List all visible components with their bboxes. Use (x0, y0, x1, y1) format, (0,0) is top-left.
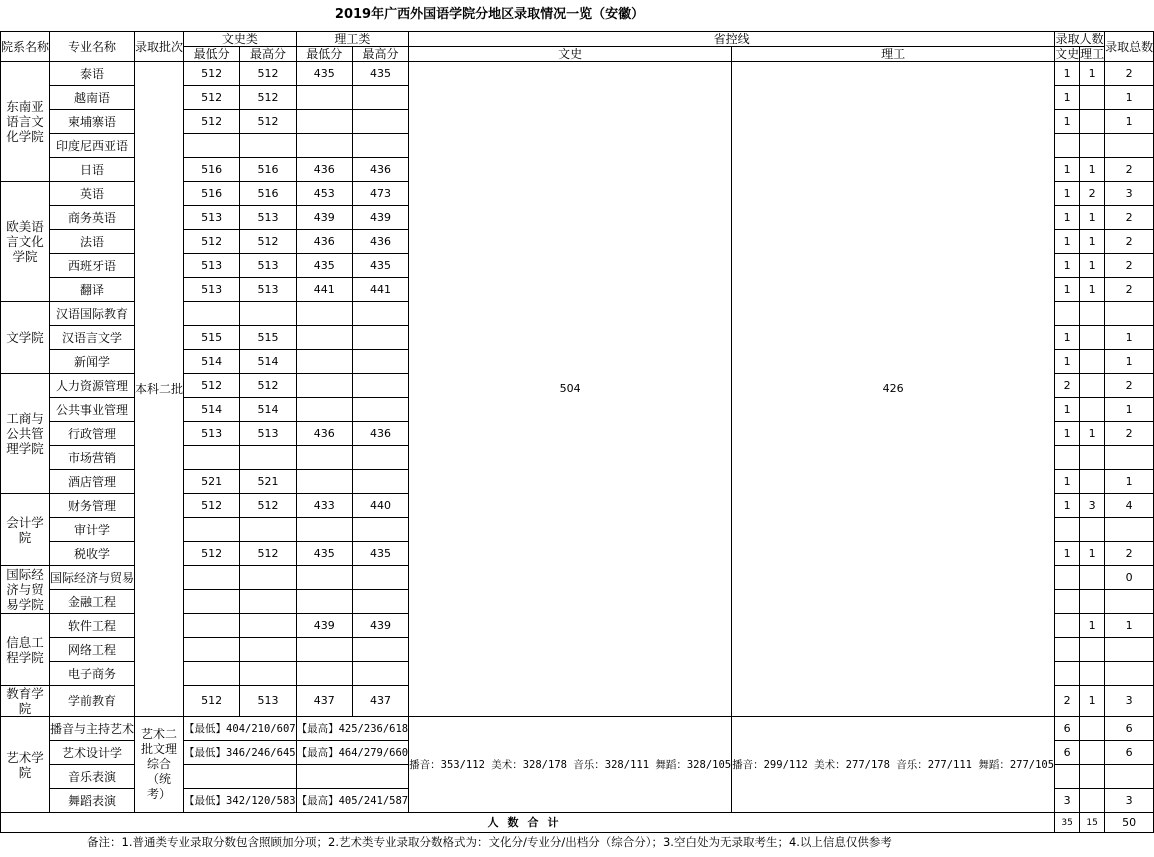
admit-li: 2 (1080, 182, 1105, 206)
wenshi-max: 512 (240, 542, 296, 566)
header-admit-li: 理工 (1080, 47, 1105, 61)
total-wen: 35 (1055, 813, 1080, 833)
major-name: 翻译 (50, 278, 135, 302)
wenshi-min: 513 (184, 422, 240, 446)
ligong-max: 437 (352, 686, 408, 717)
wenshi-max (240, 518, 296, 542)
wenshi-max: 512 (240, 374, 296, 398)
admit-li (1080, 86, 1105, 110)
admit-li (1080, 765, 1105, 789)
header-dept: 院系名称 (1, 32, 50, 62)
wenshi-min: 512 (184, 542, 240, 566)
admit-li (1080, 350, 1105, 374)
ligong-min (296, 590, 352, 614)
admit-total: 1 (1105, 614, 1154, 638)
table-row (1, 62, 1154, 86)
art-ligong-score (296, 765, 409, 789)
art-wenshi-score (184, 765, 297, 789)
header-ligong-min: 最低分 (296, 47, 352, 62)
admit-total: 1 (1105, 350, 1154, 374)
dept-name: 艺术学院 (1, 717, 50, 813)
major-name: 金融工程 (50, 590, 135, 614)
ligong-max: 439 (352, 614, 408, 638)
ligong-max (352, 350, 408, 374)
dept-name: 文学院 (1, 302, 50, 374)
major-name: 软件工程 (50, 614, 135, 638)
admit-li: 1 (1080, 62, 1105, 86)
header-wenshi-max: 最高分 (240, 47, 296, 62)
ligong-max (352, 566, 408, 590)
ligong-max: 436 (352, 158, 408, 182)
admit-wen (1055, 302, 1080, 326)
major-name: 新闻学 (50, 350, 135, 374)
admit-wen: 3 (1055, 789, 1080, 813)
admit-total: 4 (1105, 494, 1154, 518)
major-name: 英语 (50, 182, 135, 206)
major-name: 行政管理 (50, 422, 135, 446)
ligong-max (352, 518, 408, 542)
ligong-min (296, 326, 352, 350)
admit-li: 1 (1080, 254, 1105, 278)
wenshi-max: 512 (240, 62, 296, 86)
major-name: 汉语国际教育 (50, 302, 135, 326)
admit-li (1080, 134, 1105, 158)
ligong-max: 436 (352, 422, 408, 446)
major-name: 日语 (50, 158, 135, 182)
admit-wen: 6 (1055, 741, 1080, 765)
wenshi-max: 512 (240, 110, 296, 134)
ligong-min: 435 (296, 62, 352, 86)
admit-li (1080, 566, 1105, 590)
dept-name: 工商与公共管理学院 (1, 374, 50, 494)
admit-li (1080, 518, 1105, 542)
admit-total: 2 (1105, 62, 1154, 86)
admit-total: 1 (1105, 398, 1154, 422)
admit-wen (1055, 614, 1080, 638)
wenshi-max: 514 (240, 398, 296, 422)
major-name: 公共事业管理 (50, 398, 135, 422)
table-row (1, 717, 1154, 741)
header-major: 专业名称 (50, 32, 135, 62)
admit-wen: 1 (1055, 86, 1080, 110)
major-name: 商务英语 (50, 206, 135, 230)
header-batch: 录取批次 (135, 32, 184, 62)
page-title: 2019年广西外国语学院分地区录取情况一览（安徽） (334, 7, 645, 22)
ligong-min: 436 (296, 158, 352, 182)
admit-wen: 2 (1055, 374, 1080, 398)
admit-wen: 1 (1055, 398, 1080, 422)
wenshi-min: 514 (184, 398, 240, 422)
admit-wen: 1 (1055, 326, 1080, 350)
wenshi-min (184, 446, 240, 470)
major-name: 网络工程 (50, 638, 135, 662)
dept-name: 教育学院 (1, 686, 50, 717)
ligong-max: 436 (352, 230, 408, 254)
admit-li (1080, 374, 1105, 398)
header-wenshi: 文史类 (184, 32, 297, 47)
art-batch-cell: 艺术二批文理综合（统考） (135, 717, 184, 813)
admit-li (1080, 662, 1105, 686)
admit-total: 6 (1105, 717, 1154, 741)
admit-wen (1055, 662, 1080, 686)
ligong-max (352, 326, 408, 350)
wenshi-max (240, 566, 296, 590)
wenshi-min: 512 (184, 686, 240, 717)
major-name: 汉语言文学 (50, 326, 135, 350)
major-name: 法语 (50, 230, 135, 254)
footnote: 备注：1.普通类专业录取分数包含照顾加分项；2.艺术类专业录取分数格式为：文化分/专业分/出档分（综合分）；3.空白处为无录取考生；4.以上信息仅供参考 (87, 835, 892, 849)
admit-wen (1055, 765, 1080, 789)
admit-total: 1 (1105, 110, 1154, 134)
wenshi-min (184, 662, 240, 686)
major-name: 艺术设计学 (50, 741, 135, 765)
header-admit-count: 录取人数 (1055, 32, 1104, 46)
admit-li (1080, 398, 1105, 422)
ligong-min: 453 (296, 182, 352, 206)
art-wenshi-score: 【最低】346/246/645 (184, 741, 297, 765)
ligong-max (352, 86, 408, 110)
wenshi-min: 512 (184, 230, 240, 254)
wenshi-min: 514 (184, 350, 240, 374)
ligong-min (296, 398, 352, 422)
ligong-max: 440 (352, 494, 408, 518)
admit-li (1080, 110, 1105, 134)
admit-total: 2 (1105, 158, 1154, 182)
major-name: 酒店管理 (50, 470, 135, 494)
ligong-max (352, 638, 408, 662)
wenshi-min: 513 (184, 206, 240, 230)
major-name: 国际经济与贸易 (50, 566, 135, 590)
ligong-max (352, 134, 408, 158)
wenshi-max: 516 (240, 182, 296, 206)
wenshi-max: 513 (240, 254, 296, 278)
wenshi-max: 516 (240, 158, 296, 182)
ligong-max (352, 662, 408, 686)
table-body (1, 62, 1154, 833)
major-name: 人力资源管理 (50, 374, 135, 398)
art-control-li: 播音：299/112 美术：277/178 音乐：277/111 舞蹈：277/105 (732, 717, 1055, 813)
admit-wen (1055, 446, 1080, 470)
wenshi-min (184, 518, 240, 542)
admit-li (1080, 470, 1105, 494)
admit-wen: 1 (1055, 230, 1080, 254)
wenshi-min (184, 302, 240, 326)
admit-total (1105, 518, 1154, 542)
admit-li (1080, 789, 1105, 813)
admit-li (1080, 717, 1105, 741)
major-name: 税收学 (50, 542, 135, 566)
wenshi-max (240, 446, 296, 470)
header-ligong: 理工类 (296, 32, 409, 47)
wenshi-max: 512 (240, 86, 296, 110)
ligong-max (352, 110, 408, 134)
admit-wen: 1 (1055, 182, 1080, 206)
admit-li (1080, 741, 1105, 765)
admission-table (0, 31, 1154, 833)
major-name: 舞蹈表演 (50, 789, 135, 813)
admit-wen: 2 (1055, 686, 1080, 717)
wenshi-min (184, 134, 240, 158)
dept-name: 信息工程学院 (1, 614, 50, 686)
admit-wen (1055, 134, 1080, 158)
wenshi-max: 521 (240, 470, 296, 494)
ligong-max: 435 (352, 542, 408, 566)
admit-wen (1055, 566, 1080, 590)
ligong-min: 435 (296, 542, 352, 566)
ligong-min: 436 (296, 230, 352, 254)
ligong-min (296, 302, 352, 326)
header-ligong-max: 最高分 (352, 47, 408, 62)
admit-total (1105, 638, 1154, 662)
admit-li: 3 (1080, 494, 1105, 518)
admit-wen: 1 (1055, 254, 1080, 278)
ligong-max (352, 374, 408, 398)
ligong-min (296, 638, 352, 662)
wenshi-min (184, 638, 240, 662)
art-wenshi-score: 【最低】404/210/607 (184, 717, 297, 741)
ligong-min: 441 (296, 278, 352, 302)
total-all: 50 (1105, 813, 1154, 833)
header-admit-wen: 文史 (1055, 47, 1080, 61)
batch-cell: 本科二批 (135, 62, 184, 717)
wenshi-min: 512 (184, 494, 240, 518)
admit-total (1105, 765, 1154, 789)
admit-wen: 1 (1055, 158, 1080, 182)
admit-total: 2 (1105, 230, 1154, 254)
admit-wen: 1 (1055, 278, 1080, 302)
major-name: 越南语 (50, 86, 135, 110)
header-wenshi-min: 最低分 (184, 47, 240, 62)
wenshi-min: 512 (184, 62, 240, 86)
ligong-max (352, 590, 408, 614)
art-ligong-score: 【最高】464/279/660 (296, 741, 409, 765)
ligong-min (296, 374, 352, 398)
admit-total: 2 (1105, 422, 1154, 446)
major-name: 印度尼西亚语 (50, 134, 135, 158)
ligong-min: 436 (296, 422, 352, 446)
admit-total: 3 (1105, 789, 1154, 813)
admit-wen (1055, 638, 1080, 662)
admit-wen: 6 (1055, 717, 1080, 741)
admit-total (1105, 590, 1154, 614)
wenshi-min: 513 (184, 254, 240, 278)
admit-wen: 1 (1055, 422, 1080, 446)
dept-name: 会计学院 (1, 494, 50, 566)
wenshi-max (240, 638, 296, 662)
ligong-min (296, 662, 352, 686)
ligong-min (296, 350, 352, 374)
wenshi-min (184, 590, 240, 614)
art-ligong-score: 【最高】405/241/587 (296, 789, 409, 813)
admit-wen: 1 (1055, 470, 1080, 494)
wenshi-min (184, 566, 240, 590)
admit-total (1105, 662, 1154, 686)
admit-wen (1055, 518, 1080, 542)
wenshi-min (184, 614, 240, 638)
wenshi-max: 513 (240, 278, 296, 302)
admit-total (1105, 134, 1154, 158)
wenshi-max: 513 (240, 422, 296, 446)
wenshi-max (240, 614, 296, 638)
admit-li (1080, 326, 1105, 350)
admit-li (1080, 302, 1105, 326)
ligong-min: 433 (296, 494, 352, 518)
wenshi-min: 513 (184, 278, 240, 302)
ligong-min (296, 446, 352, 470)
admit-wen: 1 (1055, 110, 1080, 134)
admit-total: 3 (1105, 182, 1154, 206)
totals-label: 人数合计 (1, 813, 1055, 833)
ligong-min: 439 (296, 206, 352, 230)
admit-wen: 1 (1055, 62, 1080, 86)
admit-li: 1 (1080, 230, 1105, 254)
art-wenshi-score: 【最低】342/120/583 (184, 789, 297, 813)
admit-li: 1 (1080, 206, 1105, 230)
header-control-li: 理工 (732, 47, 1055, 62)
admit-total: 2 (1105, 374, 1154, 398)
admit-total: 2 (1105, 542, 1154, 566)
wenshi-max: 512 (240, 494, 296, 518)
major-name: 柬埔寨语 (50, 110, 135, 134)
major-name: 学前教育 (50, 686, 135, 717)
admit-total: 1 (1105, 86, 1154, 110)
wenshi-min: 516 (184, 158, 240, 182)
admit-li (1080, 638, 1105, 662)
major-name: 播音与主持艺术 (50, 717, 135, 741)
ligong-min (296, 134, 352, 158)
admit-total: 0 (1105, 566, 1154, 590)
admit-total: 1 (1105, 470, 1154, 494)
major-name: 财务管理 (50, 494, 135, 518)
wenshi-min: 516 (184, 182, 240, 206)
control-line-wen: 504 (409, 62, 732, 717)
admit-wen: 1 (1055, 206, 1080, 230)
ligong-min: 439 (296, 614, 352, 638)
wenshi-max: 514 (240, 350, 296, 374)
wenshi-max: 513 (240, 206, 296, 230)
admit-li: 1 (1080, 422, 1105, 446)
ligong-min (296, 470, 352, 494)
wenshi-min: 512 (184, 86, 240, 110)
admit-li: 1 (1080, 278, 1105, 302)
major-name: 电子商务 (50, 662, 135, 686)
ligong-min (296, 566, 352, 590)
admit-total (1105, 302, 1154, 326)
control-line-li: 426 (732, 62, 1055, 717)
ligong-max: 439 (352, 206, 408, 230)
wenshi-min: 512 (184, 374, 240, 398)
dept-name: 国际经济与贸易学院 (1, 566, 50, 614)
wenshi-max: 513 (240, 686, 296, 717)
admit-total: 2 (1105, 254, 1154, 278)
wenshi-max (240, 134, 296, 158)
major-name: 西班牙语 (50, 254, 135, 278)
admit-total: 1 (1105, 326, 1154, 350)
ligong-min (296, 110, 352, 134)
admit-wen (1055, 590, 1080, 614)
admit-total: 6 (1105, 741, 1154, 765)
wenshi-min: 515 (184, 326, 240, 350)
major-name: 泰语 (50, 62, 135, 86)
admit-li: 1 (1080, 686, 1105, 717)
admit-total: 2 (1105, 206, 1154, 230)
major-name: 市场营销 (50, 446, 135, 470)
admit-total: 2 (1105, 278, 1154, 302)
wenshi-max (240, 590, 296, 614)
wenshi-max: 512 (240, 230, 296, 254)
wenshi-max: 515 (240, 326, 296, 350)
ligong-max: 435 (352, 254, 408, 278)
admit-li: 1 (1080, 542, 1105, 566)
admit-li: 1 (1080, 614, 1105, 638)
ligong-min: 437 (296, 686, 352, 717)
wenshi-min: 521 (184, 470, 240, 494)
admit-wen: 1 (1055, 350, 1080, 374)
admit-total: 3 (1105, 686, 1154, 717)
art-ligong-score: 【最高】425/236/618 (296, 717, 409, 741)
ligong-max: 473 (352, 182, 408, 206)
major-name: 审计学 (50, 518, 135, 542)
major-name: 音乐表演 (50, 765, 135, 789)
wenshi-max (240, 662, 296, 686)
dept-name: 欧美语言文化学院 (1, 182, 50, 302)
wenshi-min: 512 (184, 110, 240, 134)
admit-wen: 1 (1055, 494, 1080, 518)
admit-total (1105, 446, 1154, 470)
ligong-min (296, 518, 352, 542)
wenshi-max (240, 302, 296, 326)
header-control-line: 省控线 (409, 32, 1055, 47)
dept-name: 东南亚语言文化学院 (1, 62, 50, 182)
admit-li (1080, 446, 1105, 470)
ligong-min (296, 86, 352, 110)
admit-li: 1 (1080, 158, 1105, 182)
total-li: 15 (1080, 813, 1105, 833)
art-control-wen: 播音：353/112 美术：328/178 音乐：328/111 舞蹈：328/105 (409, 717, 732, 813)
ligong-max (352, 398, 408, 422)
ligong-max: 441 (352, 278, 408, 302)
admit-li (1080, 590, 1105, 614)
admit-wen: 1 (1055, 542, 1080, 566)
ligong-max (352, 470, 408, 494)
ligong-max: 435 (352, 62, 408, 86)
ligong-max (352, 302, 408, 326)
ligong-max (352, 446, 408, 470)
header-admit-total: 录取总数 (1105, 32, 1154, 62)
ligong-min: 435 (296, 254, 352, 278)
header-control-wen: 文史 (409, 47, 732, 62)
